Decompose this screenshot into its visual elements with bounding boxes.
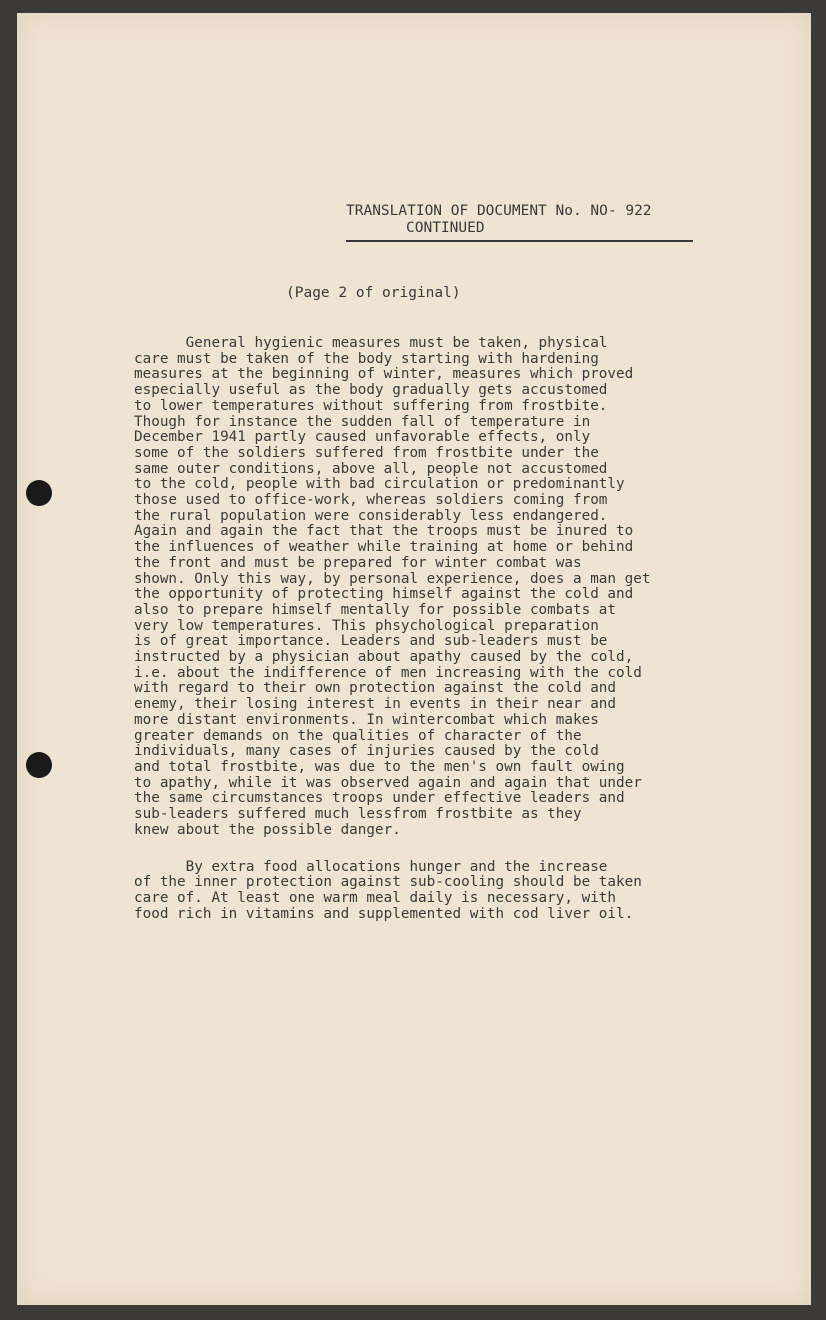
text-line: also to prepare himself mentally for possible combats at	[134, 601, 617, 618]
text-line: care of. At least one warm meal daily is necessary, with	[134, 889, 617, 906]
text-line: knew about the possible danger.	[134, 821, 401, 838]
text-line: some of the soldiers suffered from frostbite under the	[134, 444, 599, 461]
text-line: the opportunity of protecting himself against the cold and	[134, 586, 634, 603]
text-line: General hygienic measures must be taken, physical	[134, 335, 608, 351]
text-line: i.e. about the indifference of men increasing with the cold	[134, 664, 642, 681]
text-line: shown. Only this way, by personal experience, does a man get	[134, 570, 651, 587]
text-line: those used to office-work, whereas soldiers coming from	[134, 492, 608, 509]
text-line: to lower temperatures without suffering from frostbite.	[134, 397, 608, 414]
document-body	[134, 336, 814, 922]
page-reference: (Page 2 of original)	[286, 285, 461, 301]
punch-hole-top	[26, 480, 52, 506]
header-underline	[346, 240, 693, 242]
text-line: more distant environments. In wintercombat which makes	[134, 711, 599, 728]
text-line: to apathy, while it was observed again and again that under	[134, 774, 642, 791]
text-line: the front and must be prepared for winter combat was	[134, 554, 582, 571]
text-line: By extra food allocations hunger and the increase	[134, 858, 608, 875]
text-line: individuals, many cases of injuries caused by the cold	[134, 743, 599, 760]
text-line: with regard to their own protection against the cold and	[134, 680, 617, 697]
text-line: very low temperatures. This phsychological preparation	[134, 617, 599, 634]
text-line: of the inner protection against sub-cooling should be taken	[134, 874, 642, 891]
text-line: especially useful as the body gradually gets accustomed	[134, 382, 608, 399]
text-line: the same circumstances troops under effective leaders and	[134, 790, 625, 807]
text-line: Though for instance the sudden fall of temperature in	[134, 413, 591, 430]
text-line: and total frostbite, was due to the men's own fault owing	[134, 758, 625, 775]
text-line: same outer conditions, above all, people not accustomed	[134, 460, 608, 477]
text-line: the influences of weather while training at home or behind	[134, 539, 634, 556]
text-line: greater demands on the qualities of character of the	[134, 727, 582, 744]
text-line: food rich in vitamins and supplemented with cod liver oil.	[134, 905, 634, 922]
text-line: the rural population were considerably less endangered.	[134, 507, 608, 524]
text-line: to the cold, people with bad circulation or predominantly	[134, 476, 625, 493]
text-line: care must be taken of the body starting with hardening	[134, 350, 599, 367]
text-line: instructed by a physician about apathy caused by the cold,	[134, 649, 634, 666]
paragraph-2	[134, 860, 814, 923]
text-line: Again and again the fact that the troops must be inured to	[134, 523, 634, 540]
document-page	[17, 13, 811, 1305]
document-subtitle: CONTINUED	[406, 220, 485, 236]
text-line: enemy, their losing interest in events in their near and	[134, 696, 617, 713]
punch-hole-bottom	[26, 752, 52, 778]
text-line: is of great importance. Leaders and sub-leaders must be	[134, 633, 608, 650]
document-header	[346, 203, 695, 242]
document-title: TRANSLATION OF DOCUMENT No. NO- 922	[346, 203, 652, 219]
text-line: sub-leaders suffered much lessfrom frostbite as they	[134, 806, 582, 823]
paragraph-1	[134, 336, 814, 839]
text-line: December 1941 partly caused unfavorable effects, only	[134, 429, 591, 446]
text-line: measures at the beginning of winter, measures which proved	[134, 366, 634, 383]
